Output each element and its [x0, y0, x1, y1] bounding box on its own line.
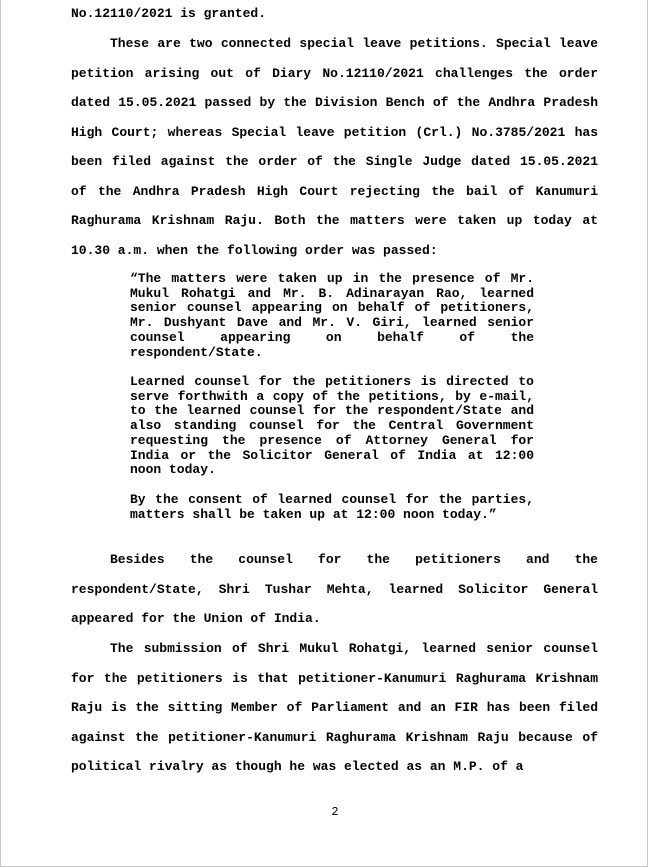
quoted-order-paragraph-2: Learned counsel for the petitioners is directed to serve forthwith a copy of the petitions, by e-mail, to the learned counsel for the respondent/State and also standing counsel for the Central Government requesting the presence of Attorney General for India or the Solicitor General of India at 12:00 noon today.: [130, 374, 534, 478]
paragraph-solicitor-general: Besides the counsel for the petitioners and the respondent/State, Shri Tushar Mehta, learned Solicitor General appeared for the Union of India.: [71, 552, 598, 626]
paragraph-connected-petitions: These are two connected special leave petitions. Special leave petition arising out of Diary No.12110/2021 challenges the order dated 15.05.2021 passed by the Division Bench of the Andhra Pradesh High Court; whereas Special leave petition (Crl.) No.3785/2021 has been filed against the order of the Single Judge dated 15.05.2021 of the Andhra Pradesh High Court rejecting the bail of Kanumuri Raghurama Krishnam Raju. Both the matters were taken up today at 10.30 a.m. when the following order was passed:: [71, 36, 598, 258]
page-number: 2: [331, 805, 339, 819]
paragraph-rohatgi-submission: The submission of Shri Mukul Rohatgi, learned senior counsel for the petitioners is that petitioner-Kanumuri Raghurama Krishnam Raju is the sitting Member of Parliament and an FIR has been filed against the petitioner-Kanumuri Raghurama Krishnam Raju because of political rivalry as though he was elected as an M.P. of a: [71, 641, 598, 774]
continuation-line: No.12110/2021 is granted.: [71, 6, 267, 21]
quoted-order-paragraph-3: By the consent of learned counsel for the parties, matters shall be taken up at 12:00 noon today.”: [130, 492, 534, 522]
quoted-order-paragraph-1: “The matters were taken up in the presence of Mr. Mukul Rohatgi and Mr. B. Adinarayan Rao, learned senior counsel appearing on behalf of petitioners, Mr. Dushyant Dave and Mr. V. Giri, learned senior counsel appearing on behalf of the respondent/State.: [130, 271, 534, 360]
